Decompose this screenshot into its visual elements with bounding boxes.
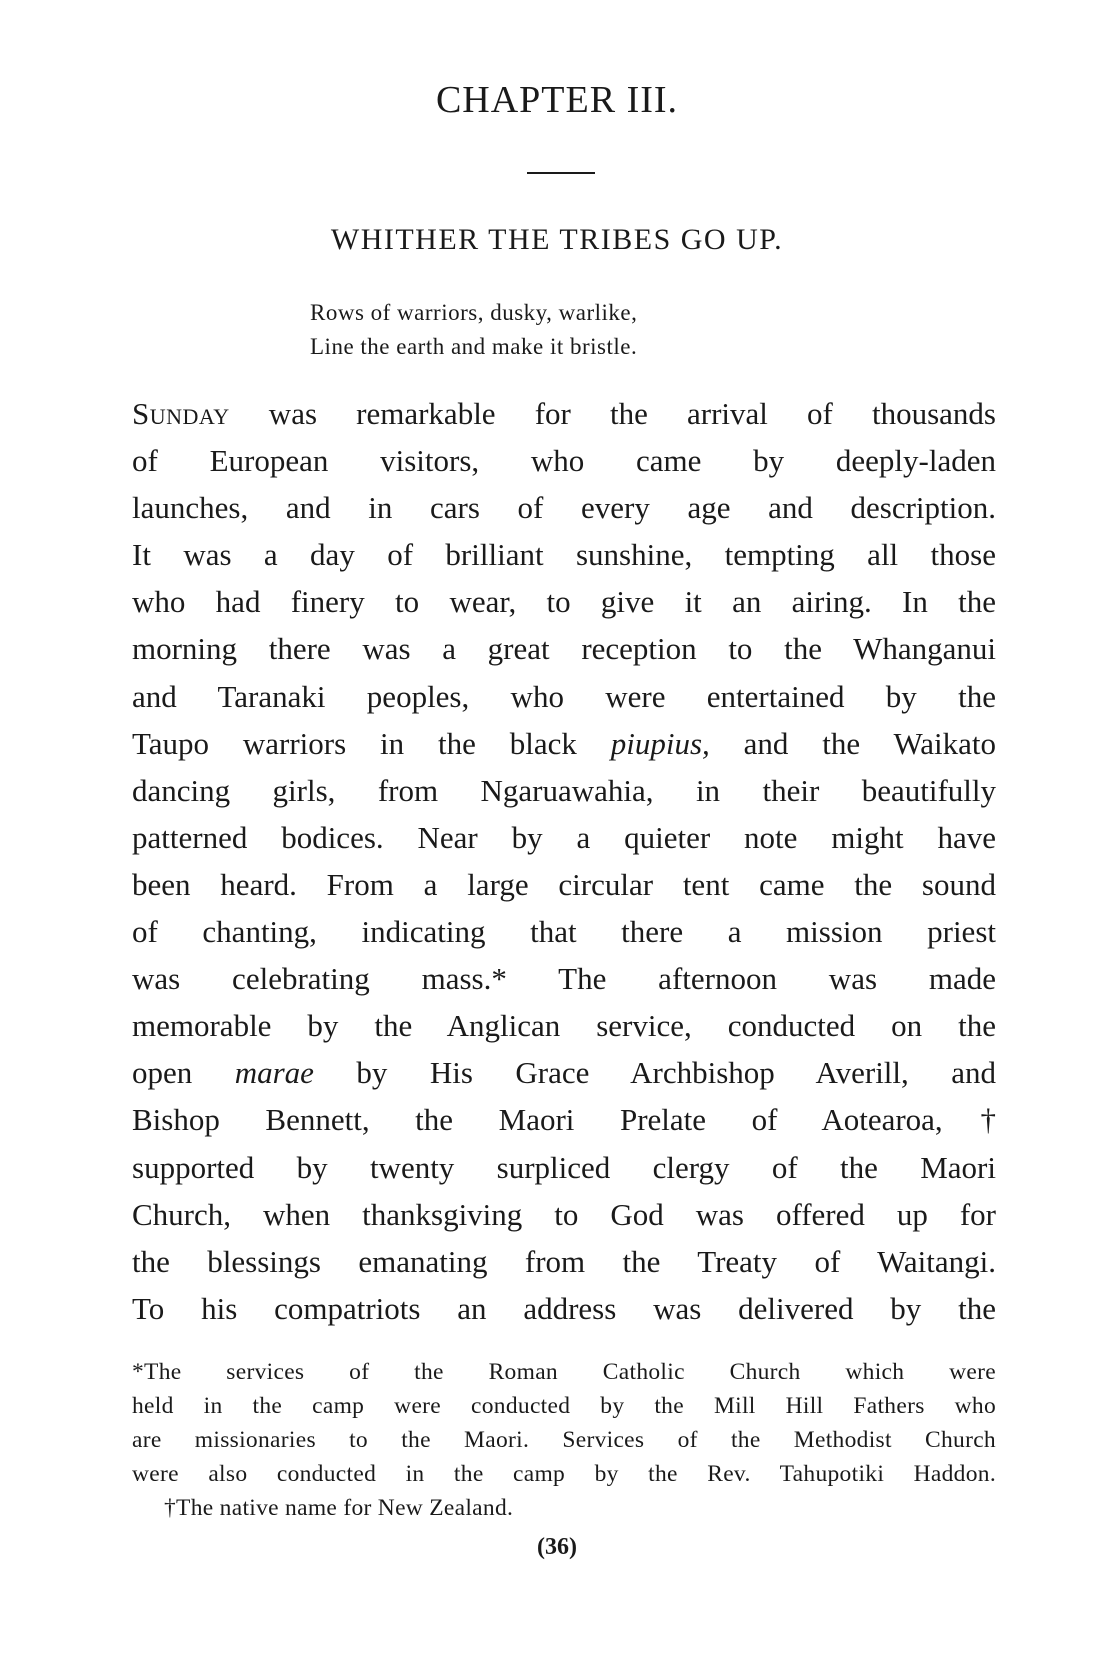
body-line-text: by His Grace Archbishop Averill, and <box>313 1055 997 1091</box>
italic-term-piupius: piupius, <box>610 725 710 761</box>
heading-rule <box>527 172 595 174</box>
epigraph <box>310 296 637 364</box>
body-line <box>132 1049 996 1096</box>
body-line: was celebrating mass.* The afternoon was made <box>132 961 996 997</box>
body-line: Church, when thanksgiving to God was offered up for <box>132 1196 996 1232</box>
body-line-text: and the Waikato <box>709 725 996 761</box>
body-line: the blessings emanating from the Treaty of Waitangi. <box>132 1243 996 1279</box>
body-text <box>132 390 996 1332</box>
lead-word: Sunday <box>132 396 230 431</box>
footnote-line: held in the camp were conducted by the Mill Hill Fathers who <box>132 1393 996 1419</box>
body-line: who had finery to wear, to give it an airing. In the <box>132 584 996 620</box>
footnotes <box>132 1355 996 1525</box>
body-line <box>132 390 996 437</box>
body-line: morning there was a great reception to the Whanganui <box>132 631 996 667</box>
footnote-line: *The services of the Roman Catholic Church which were <box>132 1359 996 1385</box>
chapter-heading: CHAPTER III. <box>435 79 679 121</box>
body-line: and Taranaki peoples, who were entertained by the <box>132 678 996 714</box>
page-number: (36) <box>537 1534 577 1560</box>
footnote-line: were also conducted in the camp by the Rev. Tahupotiki Haddon. <box>132 1461 996 1487</box>
body-line-text: was remarkable for the arrival of thousands <box>229 396 996 431</box>
chapter-title: WHITHER THE TRIBES GO UP. <box>330 223 784 256</box>
body-line: supported by twenty surpliced clergy of the Maori <box>132 1149 996 1185</box>
body-line: launches, and in cars of every age and description. <box>132 490 996 526</box>
body-line: patterned bodices. Near by a quieter note might have <box>132 819 996 855</box>
body-line <box>132 720 996 767</box>
body-line-text: open <box>132 1055 235 1091</box>
footnote-line: are missionaries to the Maori. Services of the Methodist Church <box>132 1427 996 1453</box>
body-line-text: Taupo warriors in the black <box>132 725 611 761</box>
body-line: memorable by the Anglican service, conducted on the <box>132 1008 996 1044</box>
footnote-dagger: †The native name for New Zealand. <box>164 1495 514 1521</box>
epigraph-line: Rows of warriors, dusky, warlike, <box>310 300 638 325</box>
body-line: of chanting, indicating that there a mission priest <box>132 914 996 950</box>
body-line: of European visitors, who came by deeply-laden <box>132 443 996 479</box>
body-line: Bishop Bennett, the Maori Prelate of Aotearoa,† <box>132 1102 996 1138</box>
body-line: dancing girls, from Ngaruawahia, in their beautifully <box>132 772 996 808</box>
italic-term-marae: marae <box>234 1055 314 1091</box>
body-line: To his compatriots an address was delivered by the <box>132 1290 996 1326</box>
body-line: It was a day of brilliant sunshine, tempting all those <box>132 537 996 573</box>
body-line: been heard. From a large circular tent came the sound <box>132 866 996 902</box>
epigraph-line: Line the earth and make it bristle. <box>310 334 638 359</box>
